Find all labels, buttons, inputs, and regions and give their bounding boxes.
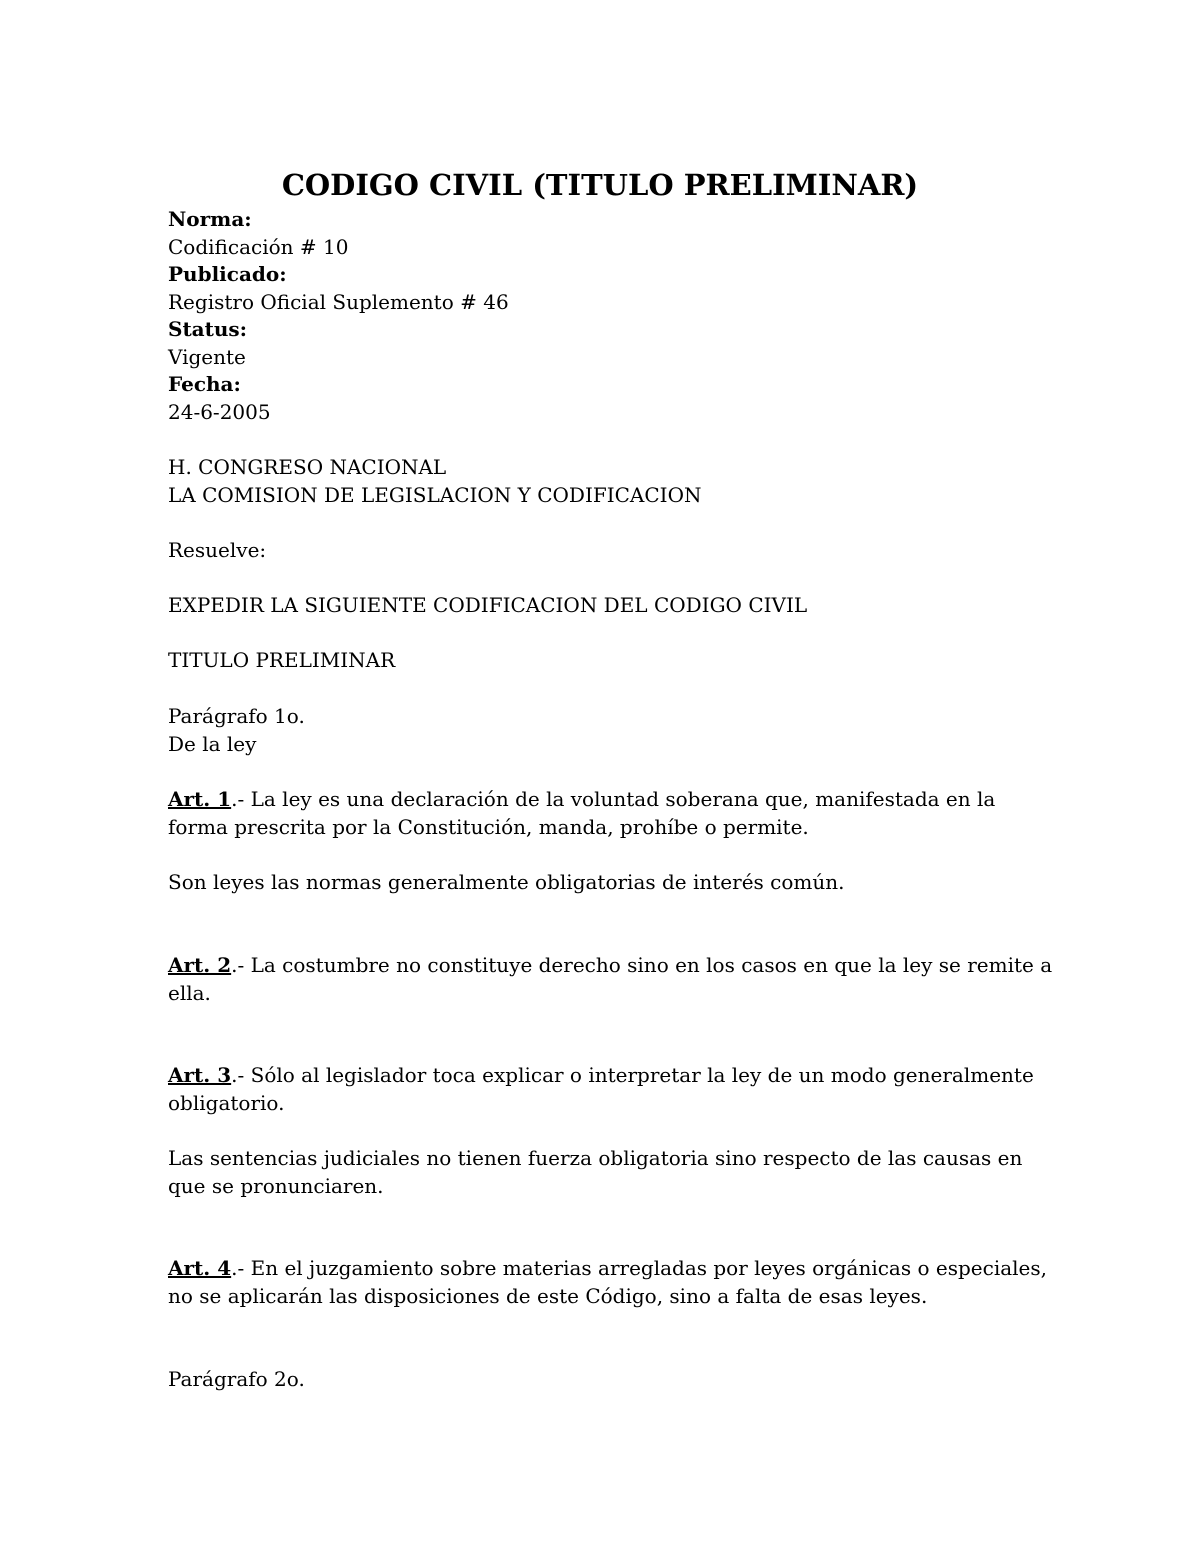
norma-value: Codificación # 10 — [168, 235, 349, 259]
publicado-label: Publicado: — [168, 262, 287, 286]
article-2-label: Art. 2 — [168, 953, 232, 977]
article-1-text: .- La ley es una declaración de la voluntad soberana que, manifestada en la — [231, 787, 996, 811]
article-4-line-2: no se aplicarán las disposiciones de este Código, sino a falta de esas leyes. — [168, 1284, 928, 1308]
expedir-text: EXPEDIR LA SIGUIENTE CODIFICACION DEL CODIGO CIVIL — [168, 593, 808, 617]
fecha-value: 24-6-2005 — [168, 400, 271, 424]
publicado-value: Registro Oficial Suplemento # 46 — [168, 290, 509, 314]
document-title: CODIGO CIVIL (TITULO PRELIMINAR) — [281, 168, 919, 202]
article-3-line-1 — [168, 1061, 1034, 1089]
article-1-line-2: forma prescrita por la Constitución, manda, prohíbe o permite. — [168, 815, 809, 839]
article-3-extra-line-1: Las sentencias judiciales no tienen fuerza obligatoria sino respecto de las causas en — [168, 1146, 1023, 1170]
fecha-label: Fecha: — [168, 372, 241, 396]
status-label: Status: — [168, 317, 248, 341]
article-4-text: .- En el juzgamiento sobre materias arregladas por leyes orgánicas o especiales, — [231, 1256, 1047, 1280]
paragrafo-1-subheading: De la ley — [168, 732, 257, 756]
norma-label: Norma: — [168, 207, 252, 231]
issuer-line-2: LA COMISION DE LEGISLACION Y CODIFICACION — [168, 483, 702, 507]
article-2-text: .- La costumbre no constituye derecho sino en los casos en que la ley se remite a — [231, 953, 1053, 977]
article-2-line-2: ella. — [168, 981, 211, 1005]
article-3-text: .- Sólo al legislador toca explicar o interpretar la ley de un modo generalmente — [231, 1063, 1034, 1087]
article-4-label: Art. 4 — [168, 1256, 232, 1280]
article-1-line-1 — [168, 785, 995, 813]
titulo-text: TITULO PRELIMINAR — [168, 648, 396, 672]
resuelve-text: Resuelve: — [168, 538, 267, 562]
paragrafo-2-heading: Parágrafo 2o. — [168, 1367, 305, 1391]
article-3-line-2: obligatorio. — [168, 1091, 285, 1115]
status-value: Vigente — [168, 345, 246, 369]
article-3-label: Art. 3 — [168, 1063, 232, 1087]
article-4-line-1 — [168, 1254, 1047, 1282]
article-2-line-1 — [168, 951, 1052, 979]
paragrafo-1-heading: Parágrafo 1o. — [168, 704, 305, 728]
article-3-extra-line-2: que se pronunciaren. — [168, 1174, 384, 1198]
article-1-label: Art. 1 — [168, 787, 232, 811]
article-1-extra-line-1: Son leyes las normas generalmente obligatorias de interés común. — [168, 870, 845, 894]
issuer-line-1: H. CONGRESO NACIONAL — [168, 455, 447, 479]
